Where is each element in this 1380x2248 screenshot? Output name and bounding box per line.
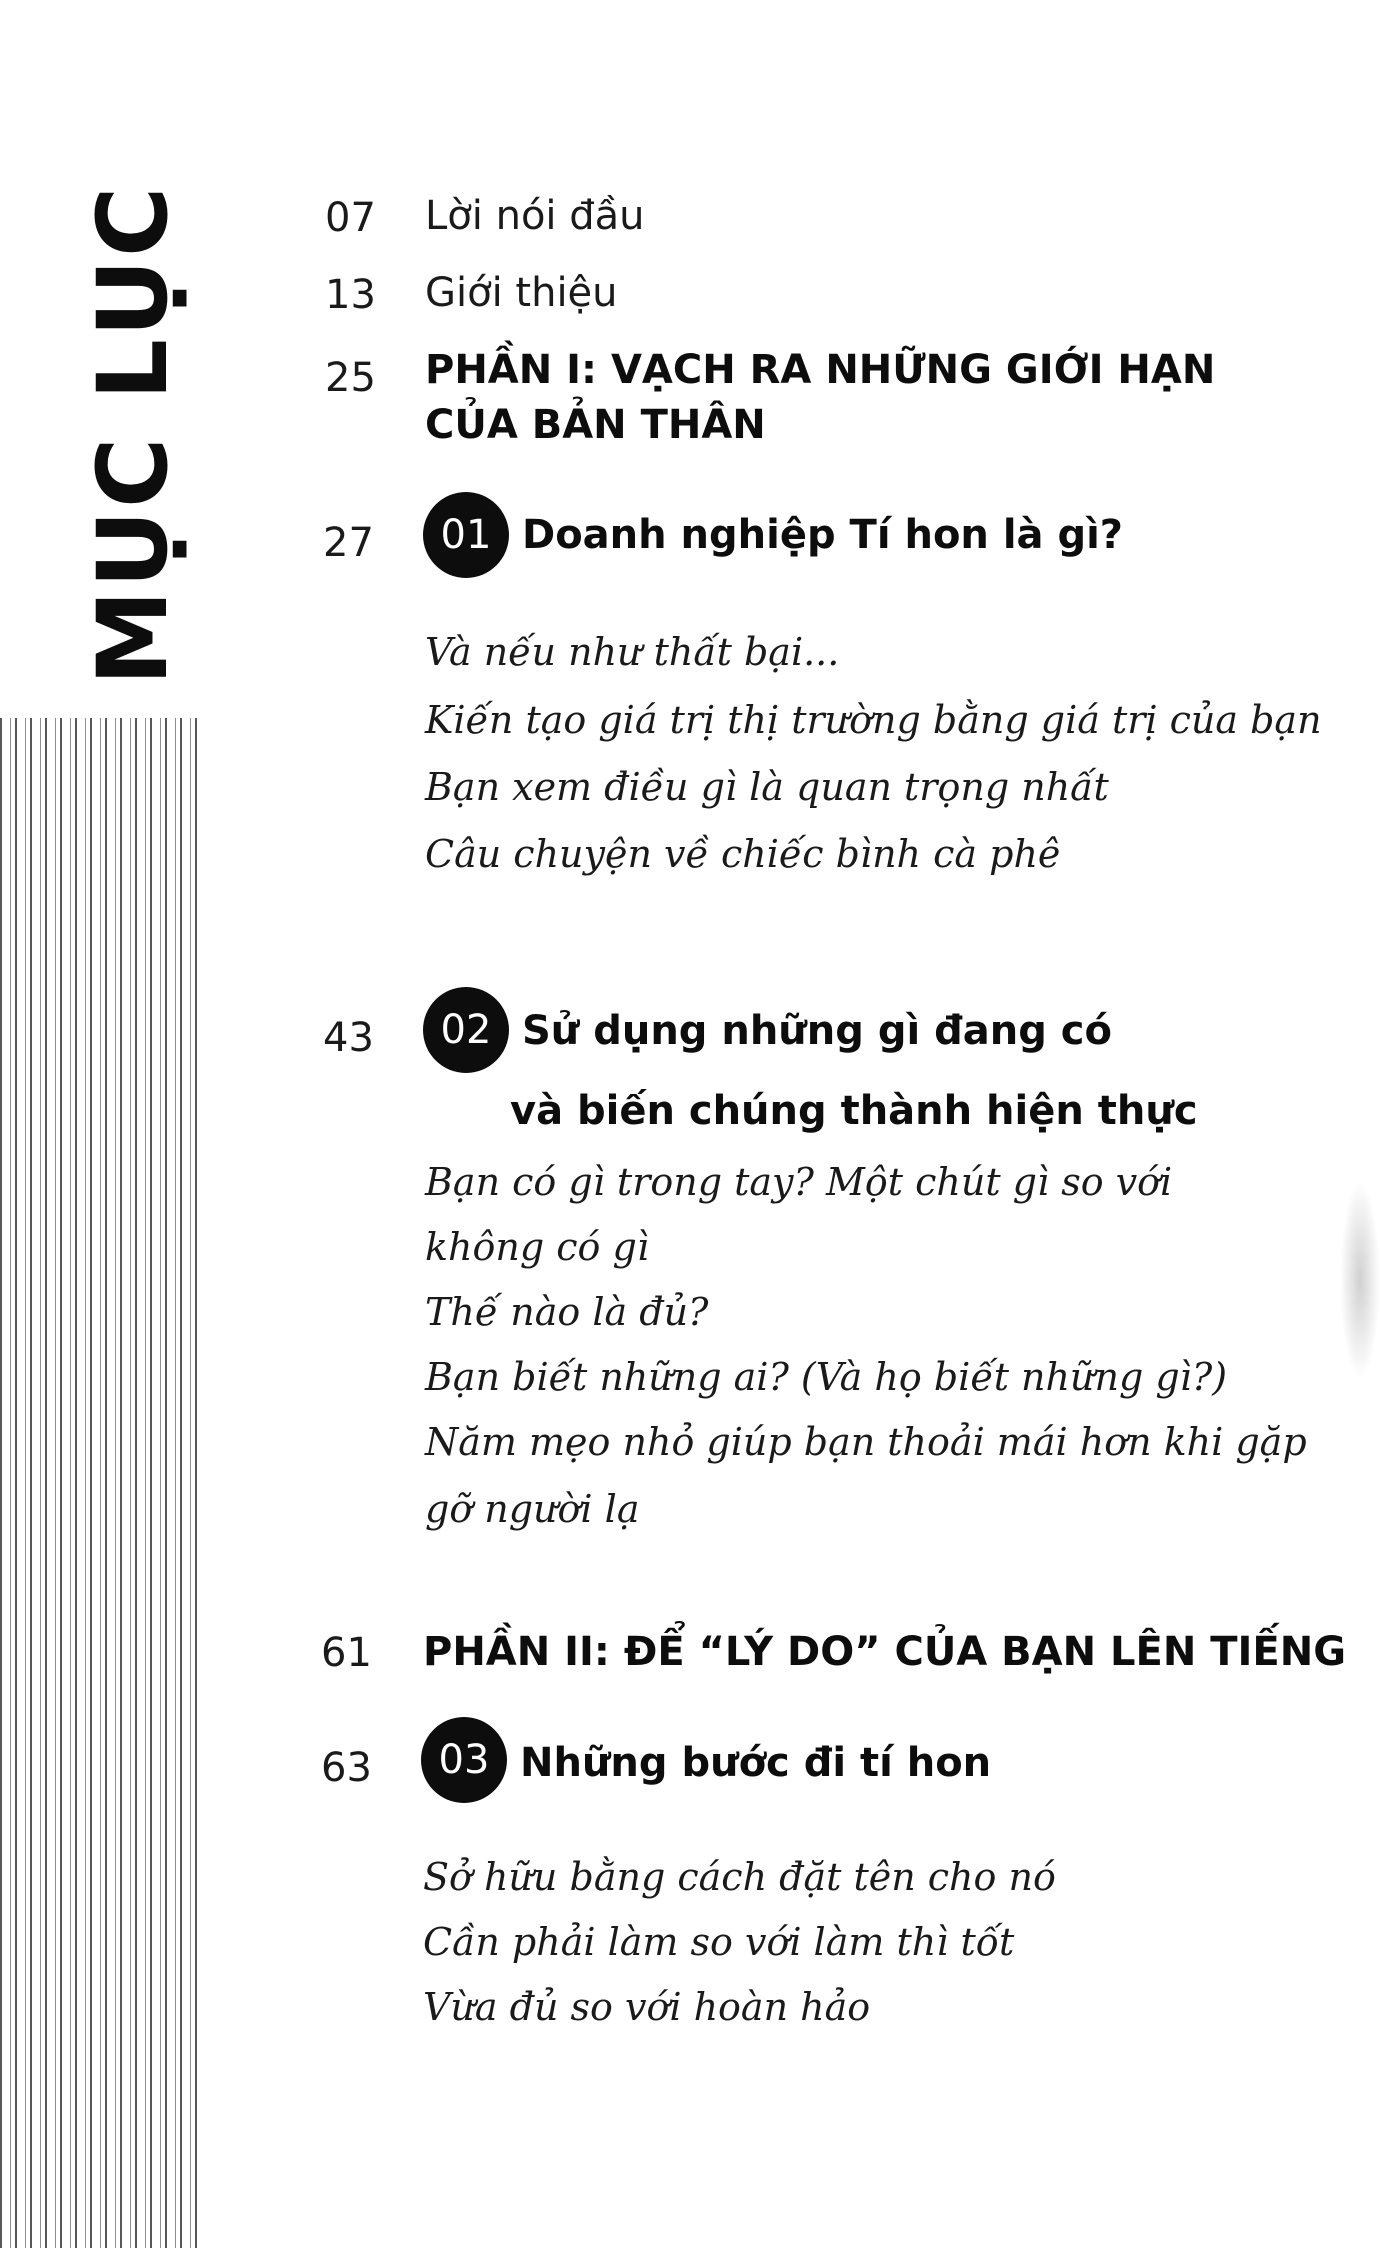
page-number: 43 bbox=[323, 1015, 374, 1061]
toc-part-1-line-1[interactable]: PHẦN I: VẠCH RA NHỮNG GIỚI HẠN bbox=[425, 347, 1216, 393]
toc-chapter-2-title-line-2[interactable]: và biến chúng thành hiện thực bbox=[510, 1088, 1198, 1134]
page-number: 27 bbox=[323, 520, 374, 566]
toc-chapter-2-title-line-1[interactable]: Sử dụng những gì đang có bbox=[522, 1008, 1112, 1054]
toc-subentry[interactable]: Kiến tạo giá trị thị trường bằng giá trị của bạn bbox=[425, 698, 1322, 742]
page-number: 25 bbox=[325, 355, 376, 401]
toc-subentry[interactable]: Câu chuyện về chiếc bình cà phê bbox=[425, 832, 1061, 876]
toc-subentry[interactable]: Thế nào là đủ? bbox=[425, 1290, 709, 1334]
page-number: 63 bbox=[321, 1745, 372, 1791]
toc-subentry[interactable]: Vừa đủ so với hoàn hảo bbox=[423, 1985, 871, 2029]
toc-subentry[interactable]: Cần phải làm so với làm thì tốt bbox=[423, 1920, 1015, 1964]
toc-chapter-1-title[interactable]: Doanh nghiệp Tí hon là gì? bbox=[522, 512, 1123, 558]
toc-subentry[interactable]: Và nếu như thất bại... bbox=[425, 630, 840, 674]
page-smudge bbox=[1340, 1180, 1380, 1380]
toc-subentry[interactable]: Bạn xem điều gì là quan trọng nhất bbox=[425, 765, 1109, 809]
toc-subentry[interactable]: Năm mẹo nhỏ giúp bạn thoải mái hơn khi gặp bbox=[425, 1420, 1307, 1464]
toc-subentry[interactable]: Bạn có gì trong tay? Một chút gì so với bbox=[425, 1160, 1173, 1204]
striped-margin bbox=[0, 718, 200, 2248]
toc-subentry[interactable]: không có gì bbox=[425, 1225, 649, 1269]
toc-entry-preface[interactable]: Lời nói đầu bbox=[425, 193, 645, 239]
toc-subentry[interactable]: gỡ người lạ bbox=[425, 1487, 640, 1531]
page-number: 61 bbox=[321, 1630, 372, 1676]
toc-subentry[interactable]: Bạn biết những ai? (Và họ biết những gì?) bbox=[425, 1355, 1228, 1399]
toc-entry-intro[interactable]: Giới thiệu bbox=[425, 270, 618, 316]
chapter-badge: 02 bbox=[423, 987, 509, 1073]
toc-part-2[interactable]: PHẦN II: ĐỂ “LÝ DO” CỦA BẠN LÊN TIẾNG bbox=[423, 1629, 1347, 1675]
heading-text: MỤC LỤC bbox=[77, 184, 189, 686]
page-number: 07 bbox=[325, 195, 376, 241]
toc-chapter-3-title[interactable]: Những bước đi tí hon bbox=[520, 1740, 992, 1786]
page-number: 13 bbox=[325, 272, 376, 318]
toc-part-1-line-2[interactable]: CỦA BẢN THÂN bbox=[425, 402, 766, 448]
toc-subentry[interactable]: Sở hữu bằng cách đặt tên cho nó bbox=[423, 1855, 1056, 1899]
chapter-badge: 03 bbox=[421, 1717, 507, 1803]
chapter-badge: 01 bbox=[423, 492, 509, 578]
vertical-heading bbox=[77, 184, 189, 686]
